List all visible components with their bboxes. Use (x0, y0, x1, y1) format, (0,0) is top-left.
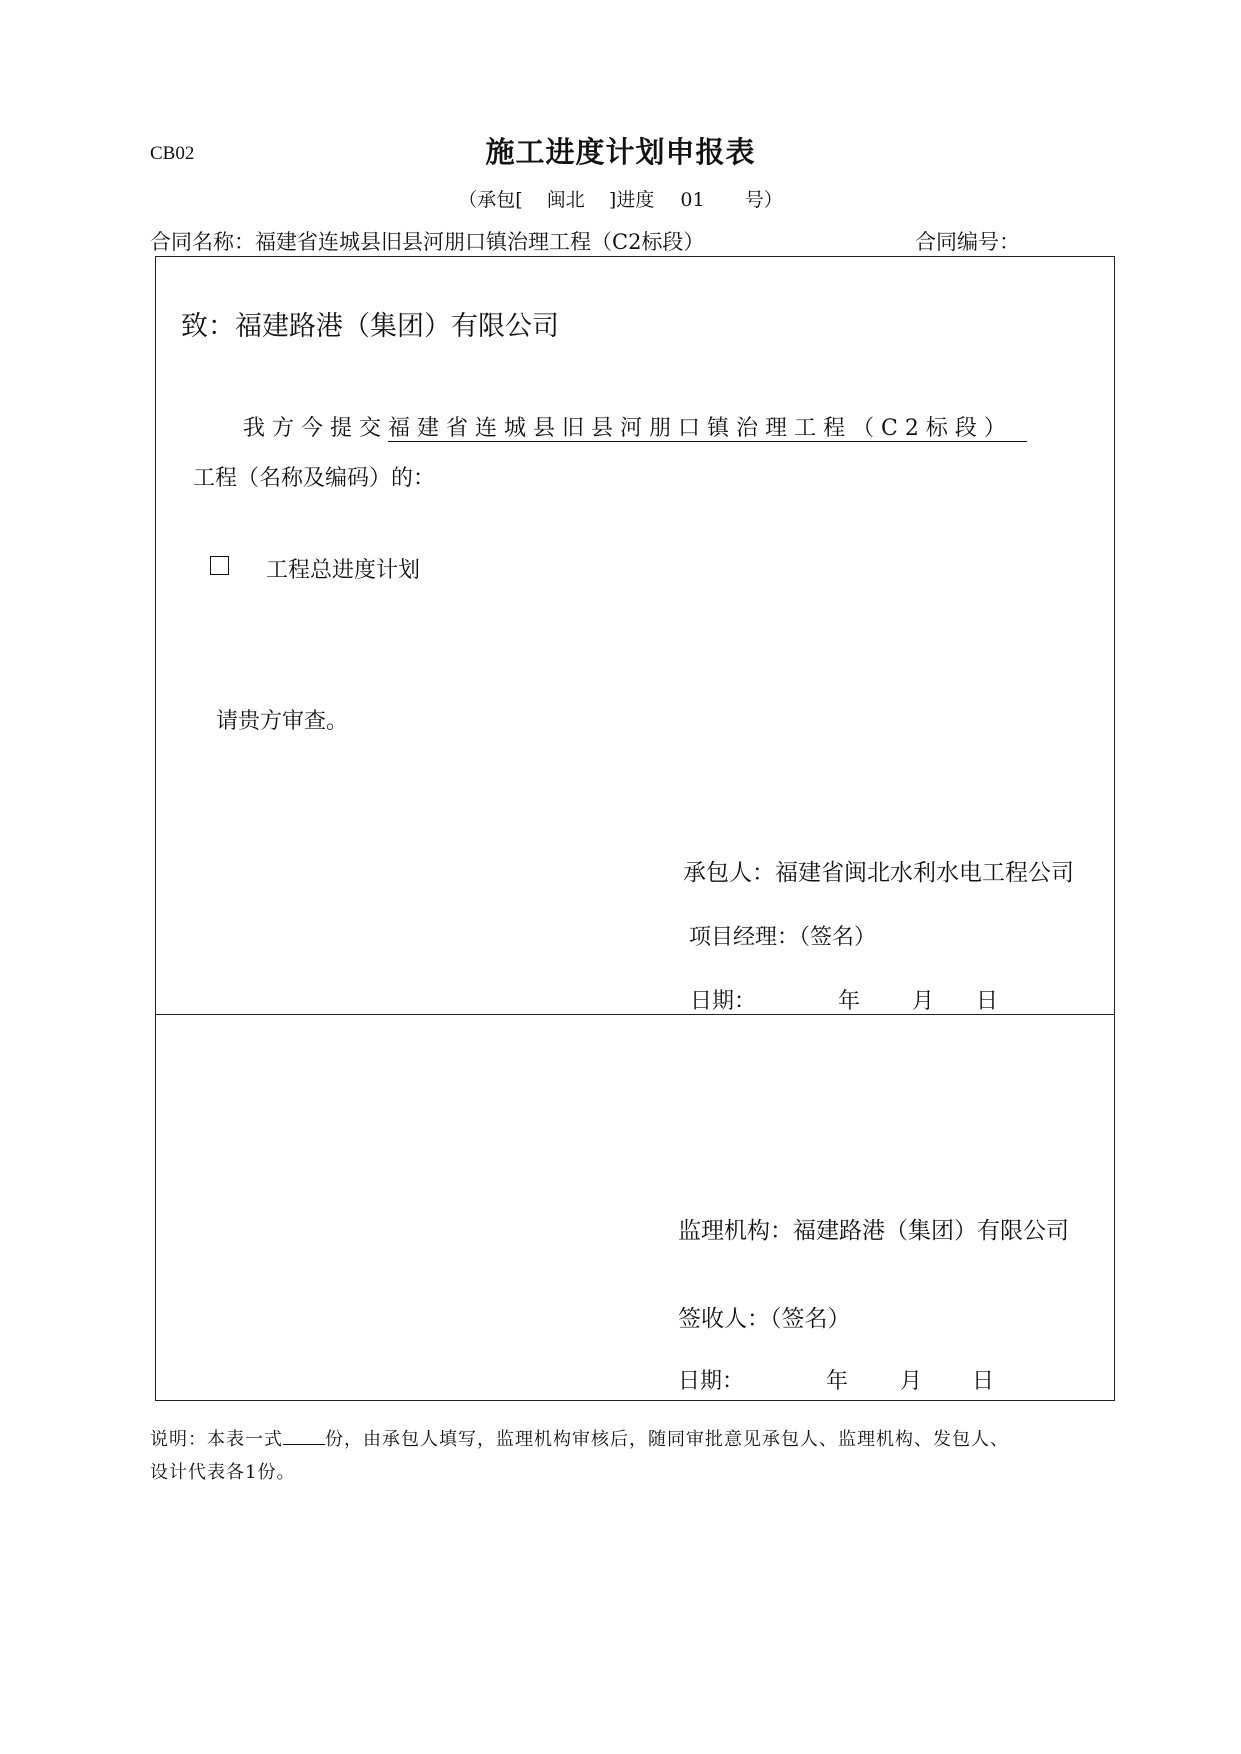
receiver-signature[interactable]: 签收人：（签名） (678, 1306, 851, 1332)
date-day: 日 (976, 989, 999, 1014)
sub-suffix: 号） (744, 189, 783, 211)
note-prefix: 说明：本表一式 (150, 1429, 283, 1450)
contractor-label: 承包人： (683, 860, 775, 886)
contract-name-label: 合同名称： (150, 230, 255, 254)
date-label: 日期： (678, 1369, 745, 1394)
supervisor-label: 监理机构： (678, 1218, 793, 1244)
contract-name: 福建省连城县旧县河朋口镇治理工程（C2标段） (255, 230, 705, 254)
footnote-line-2: 设计代表各1份。 (150, 1462, 296, 1483)
form-code: CB02 (150, 143, 195, 164)
date-month: 月 (912, 989, 935, 1014)
submission-number-line (0, 185, 1241, 212)
note-suffix: 份，由承包人填写，监理机构审核后，随同审批意见承包人、监理机构、发包人、 (325, 1429, 1009, 1450)
submit-prefix: 我方今提交 (243, 416, 389, 441)
contractor-line (683, 854, 1074, 887)
date-month: 月 (900, 1369, 923, 1394)
sub-number: 01 (680, 189, 705, 211)
supervisor-date[interactable] (678, 1364, 998, 1394)
supervisor-company: 福建路港（集团）有限公司 (793, 1218, 1069, 1244)
copies-blank[interactable] (283, 1426, 325, 1445)
sub-prefix: （承包[ (458, 189, 523, 211)
contractor-company: 福建省闽北水利水电工程公司 (775, 860, 1074, 886)
sub-mid: ]进度 (608, 189, 655, 211)
date-year: 年 (826, 1369, 849, 1394)
checkbox-label: 工程总进度计划 (266, 558, 421, 583)
submission-statement (243, 411, 1027, 442)
to-company: 福建路港（集团）有限公司 (235, 311, 559, 342)
name-code-line: 工程（名称及编码）的： (193, 466, 436, 491)
project-name-field[interactable]: 福建省连城县旧县河朋口镇治理工程（C2标段） (388, 416, 1027, 442)
footnote-line-1 (150, 1425, 1009, 1451)
supervisor-line (678, 1212, 1069, 1245)
date-year: 年 (838, 989, 861, 1014)
addressee (181, 304, 559, 343)
date-label: 日期： (690, 989, 757, 1014)
review-request: 请贵方审查。 (216, 709, 349, 734)
project-manager-signature[interactable]: 项目经理：（签名） (689, 925, 877, 950)
date-day: 日 (972, 1369, 995, 1394)
to-label: 致： (181, 311, 235, 342)
section-divider (155, 1014, 1115, 1015)
contractor-date[interactable] (690, 984, 1010, 1014)
sub-unit: 闽北 (546, 189, 585, 211)
page-title: 施工进度计划申报表 (485, 135, 756, 169)
contract-name-row (150, 226, 704, 256)
contract-number-label: 合同编号： (915, 230, 1020, 254)
schedule-checkbox[interactable] (210, 556, 229, 575)
